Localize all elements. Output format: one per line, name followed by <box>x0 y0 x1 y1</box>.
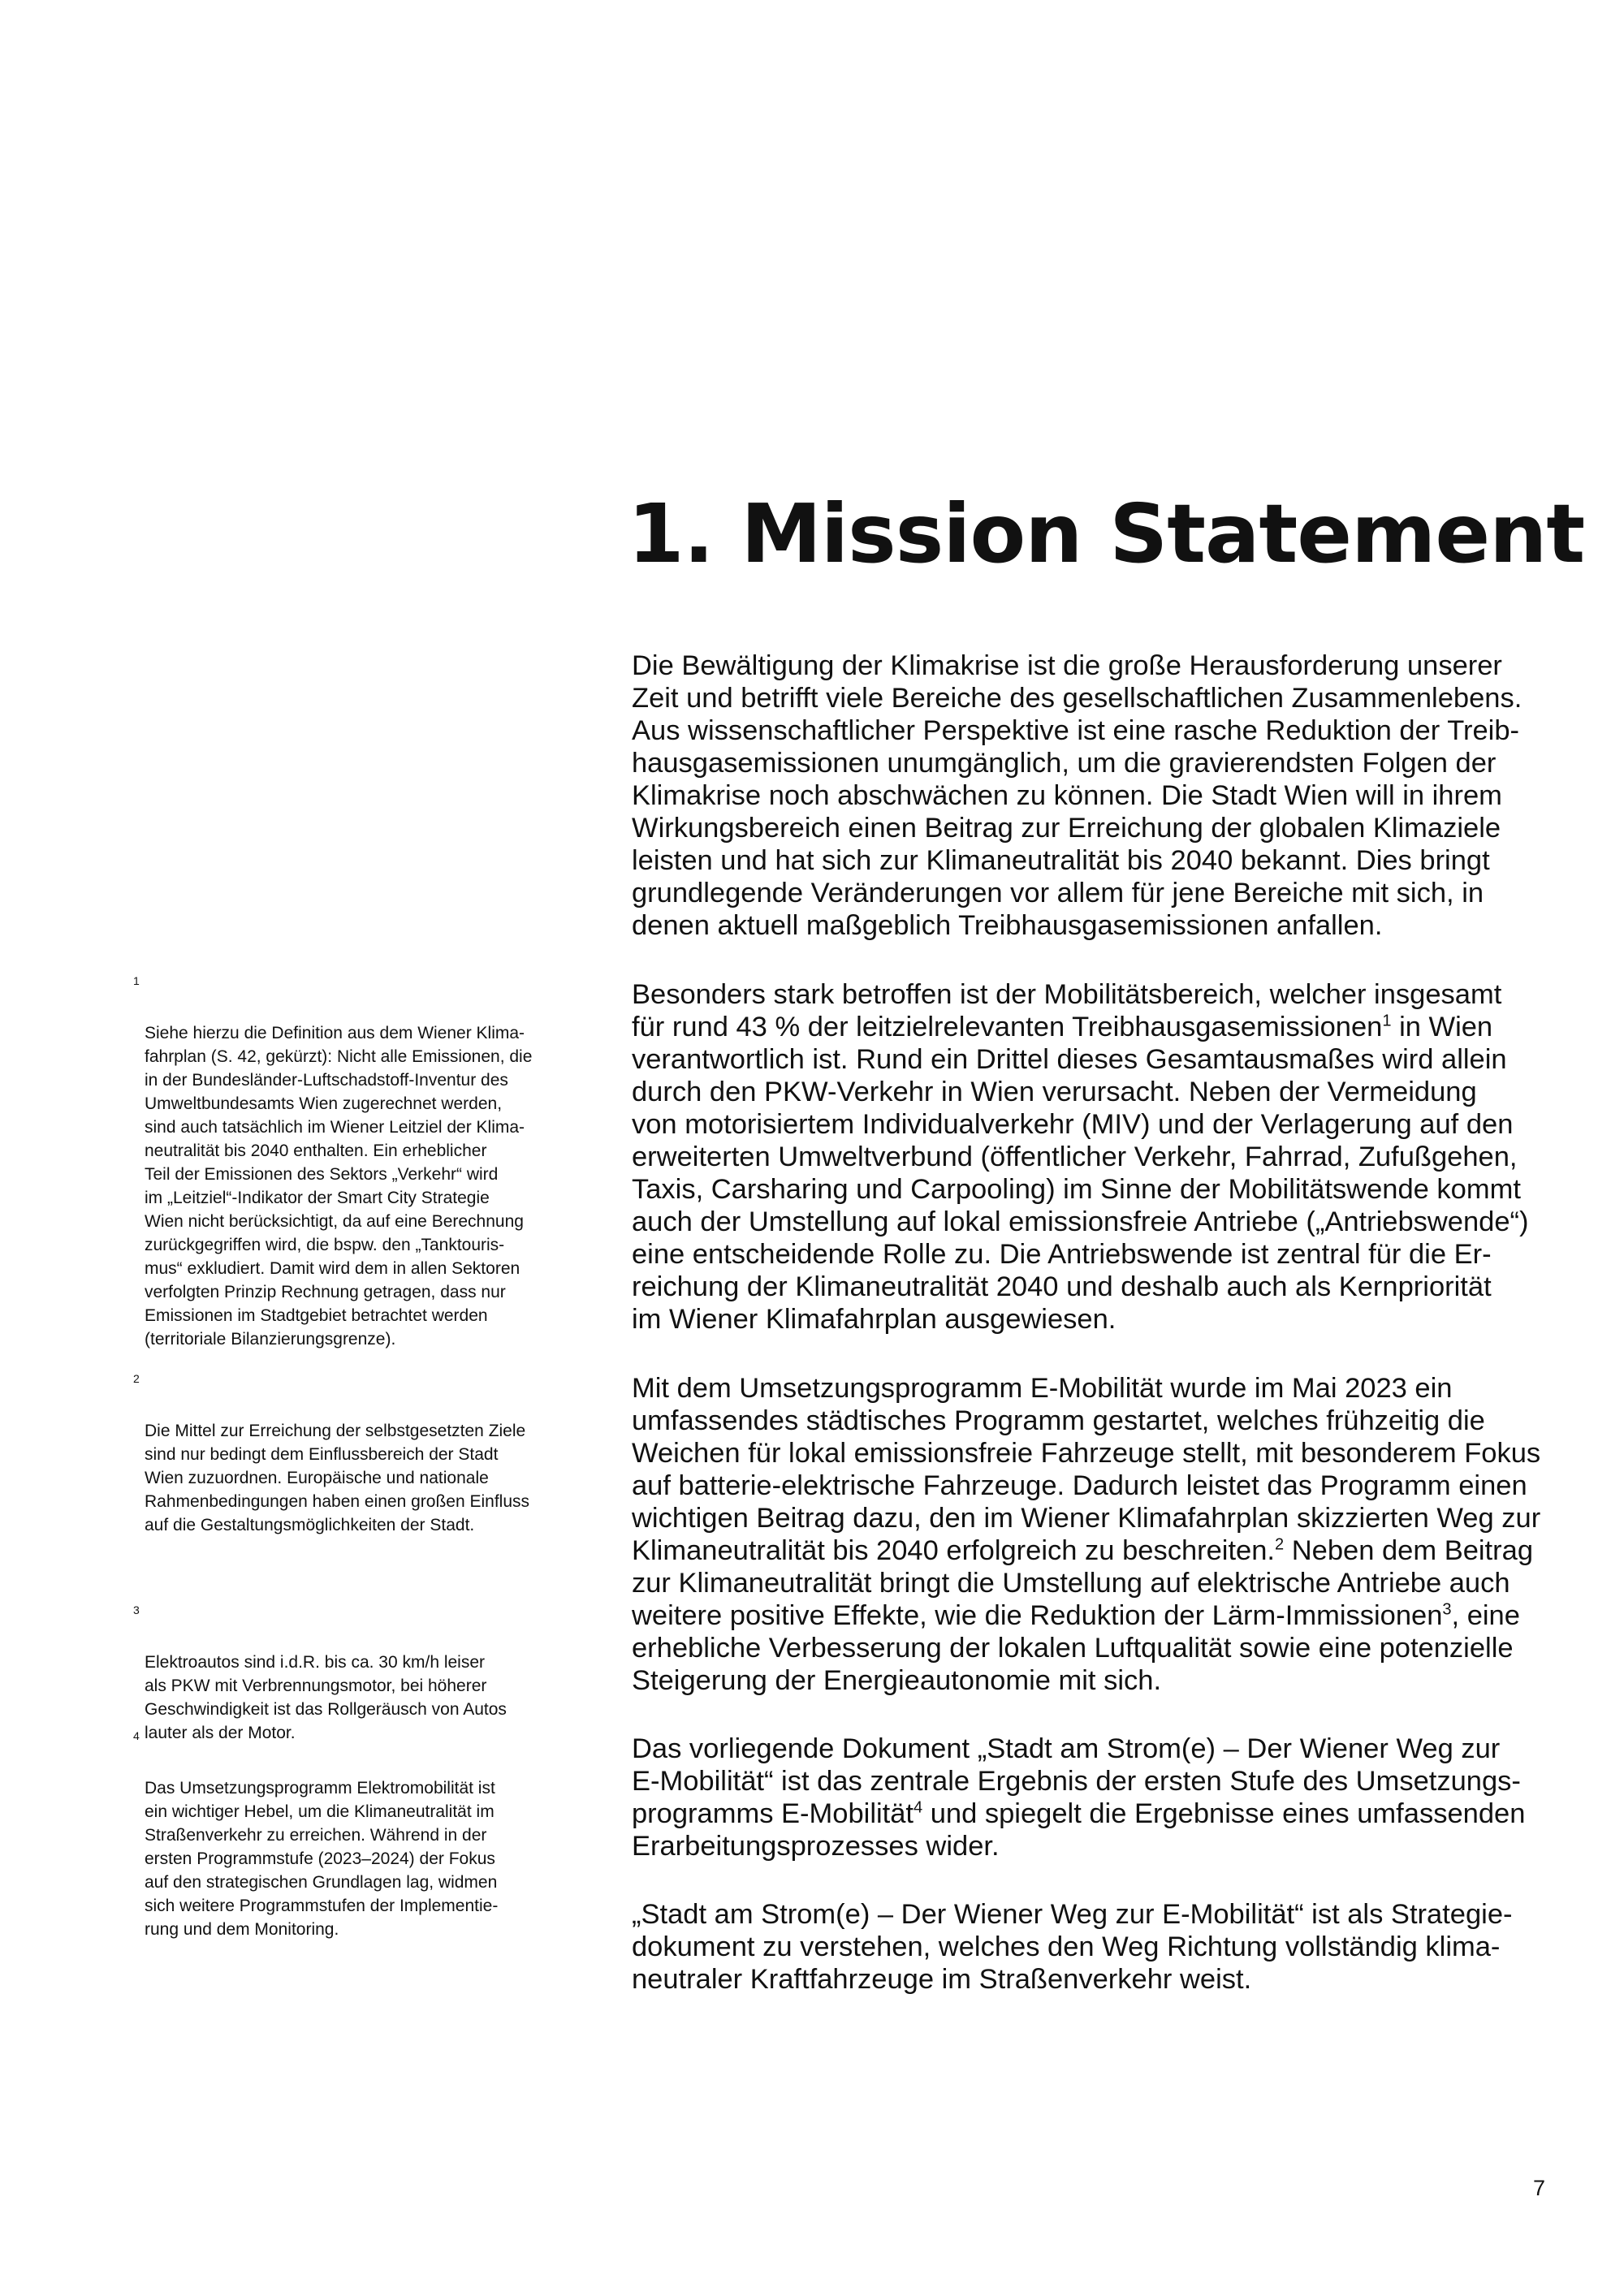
body-paragraph-1-text: Die Bewältigung der Klimakrise ist die große Herausforderung unserer Zeit und betrifft viele Bereiche des gesellschaftlichen Zusammenlebens. Aus wissenschaftlicher Perspektive ist eine rasche Reduktion der Treib- hausgasemissionen unumgänglich, um die gravierendsten Folgen der Klimakrise noch abschwächen zu können. Die Stadt Wien will in ihrem Wirkungsbereich einen Beitrag zur Erreichung der globalen Klimaziele leisten und hat sich zur Klimaneutralität bis 2040 bekannt. Dies bringt grundlegende Veränderungen vor allem für jene Bereiche mit sich, in denen aktuell maßgeblich Treibhausgasemissionen anfallen. <box>632 650 1522 941</box>
body-paragraph-5 <box>632 1898 1553 1996</box>
body-paragraph-3-text-c: , eine erhebliche Verbesserung der lokalen Luftqualität sowie eine potenzielle Steigerung der Energieautonomie mit sich. <box>632 1600 1520 1696</box>
footnote-1-text: Siehe hierzu die Definition aus dem Wiener Klima- fahrplan (S. 42, gekürzt): Nicht alle Emissionen, die in der Bundesländer-Luftschadstoff-Inventur des Umweltbundesamts Wien zugerechnet werden, sind auch tatsächlich im Wiener Leitziel der Klima- neutralität bis 2040 enthalten. Ein erheblicher Teil der Emissionen des Sektors „Verkehr“ wird im „Leitziel“-Indikator der Smart City Strategie Wien nicht berücksichtigt, da auf eine Berechnung zurückgegriffen wird, die bspw. den „Tanktouris- mus“ exkludiert. Damit wird dem in allen Sektoren verfolgten Prinzip Rechnung getragen, dass nur Emissionen im Stadtgebiet betrachtet werden (territoriale Bilanzierungsgrenze). <box>145 1024 533 1349</box>
footnote-4 <box>133 1729 607 1941</box>
footnote-ref-1[interactable]: 1 <box>1382 1012 1392 1030</box>
body-paragraph-4-text-a: Das vorliegende Dokument „Stadt am Strom(e) – Der Wiener Weg zur E-Mobilität“ ist das zentrale Ergebnis der ersten Stufe des Umsetzungs- programms E-Mobilität <box>632 1733 1521 1829</box>
footnote-3-marker: 3 <box>133 1603 140 1616</box>
footnote-4-marker: 4 <box>133 1729 140 1742</box>
footnote-4-text: Das Umsetzungsprogramm Elektromobilität ist ein wichtiger Hebel, um die Klimaneutralität im Straßenverkehr zu erreichen. Während in der ersten Programmstufe (2023–2024) der Fokus auf den strategischen Grundlagen lag, widmen sich weitere Programmstufen der Implementie- rung und dem Monitoring. <box>145 1779 499 1939</box>
body-paragraph-4 <box>632 1733 1553 1862</box>
footnote-2-text: Die Mittel zur Erreichung der selbstgesetzten Ziele sind nur bedingt dem Einflussbereich der Stadt Wien zuzuordnen. Europäische und nationale Rahmenbedingungen haben einen großen Einfluss auf die Gestaltungsmöglichkeiten der Stadt. <box>145 1422 530 1534</box>
body-paragraph-1 <box>632 650 1553 942</box>
body-paragraph-3-text-a: Mit dem Umsetzungsprogramm E-Mobilität wurde im Mai 2023 ein umfassendes städtisches Programm gestartet, welches frühzeitig die Weichen für lokal emissionsfreie Fahrzeuge stellt, mit besonderem Fokus auf batterie-elektrische Fahrzeuge. Dadurch leistet das Programm einen wichtigen Beitrag dazu, den im Wiener Klimafahrplan skizzierten Weg zur Klimaneutralität bis 2040 erfolgreich zu beschreiten. <box>632 1373 1541 1566</box>
body-paragraph-3-text-b: Neben dem Beitrag zur Klimaneutralität bringt die Umstellung auf elektrische Antriebe auch weitere positive Effekte, wie die Reduktion der Lärm-Immissionen <box>632 1535 1534 1631</box>
page-number: 7 <box>1533 2176 1546 2200</box>
footnote-2 <box>133 1372 607 1537</box>
footnote-1-marker: 1 <box>133 974 140 987</box>
body-paragraph-3 <box>632 1372 1553 1697</box>
body-paragraph-5-text: „Stadt am Strom(e) – Der Wiener Weg zur E-Mobilität“ ist als Strategie- dokument zu verstehen, welches den Weg Richtung vollständig klima- neutraler Kraftfahrzeuge im Straßenverkehr weist. <box>632 1899 1513 1995</box>
body-paragraph-2 <box>632 978 1553 1336</box>
footnote-1 <box>133 974 607 1351</box>
footnote-3 <box>133 1603 607 1745</box>
footnote-2-marker: 2 <box>133 1372 140 1385</box>
page-title: 1. Mission Statement <box>628 486 1585 581</box>
body-paragraph-2-text-b: in Wien verantwortlich ist. Rund ein Drittel dieses Gesamtausmaßes wird allein durch den PKW-Verkehr in Wien verursacht. Neben der Vermeidung von motorisiertem Individualverkehr (MIV) und der Verlagerung auf den erweiterten Umweltverbund (öffentlicher Verkehr, Fahrrad, Zufußgehen, Taxis, Carsharing und Carpooling) im Sinne der Mobilitätswende kommt auch der Umstellung auf lokal emissionsfreie Antriebe („Antriebswende“) eine entscheidende Rolle zu. Die Antriebswende ist zentral für die Er- reichung der Klimaneutralität 2040 und deshalb auch als Kernpriorität im Wiener Klimafahrplan ausgewiesen. <box>632 1012 1529 1335</box>
body-paragraph-4-text-b: und spiegelt die Ergebnisse eines umfassenden Erarbeitungsprozesses wider. <box>632 1798 1526 1862</box>
body-paragraph-2-text-a: Besonders stark betroffen ist der Mobilitätsbereich, welcher insgesamt für rund 43 % der leitzielrelevanten Treibhausgasemissionen <box>632 979 1502 1042</box>
footnote-3-text: Elektroautos sind i.d.R. bis ca. 30 km/h leiser als PKW mit Verbrennungsmotor, bei höherer Geschwindigkeit ist das Rollgeräusch von Autos lauter als der Motor. <box>145 1653 507 1742</box>
footnote-ref-4[interactable]: 4 <box>914 1798 923 1817</box>
footnote-ref-3[interactable]: 3 <box>1442 1600 1452 1619</box>
footnote-ref-2[interactable]: 2 <box>1275 1535 1285 1554</box>
